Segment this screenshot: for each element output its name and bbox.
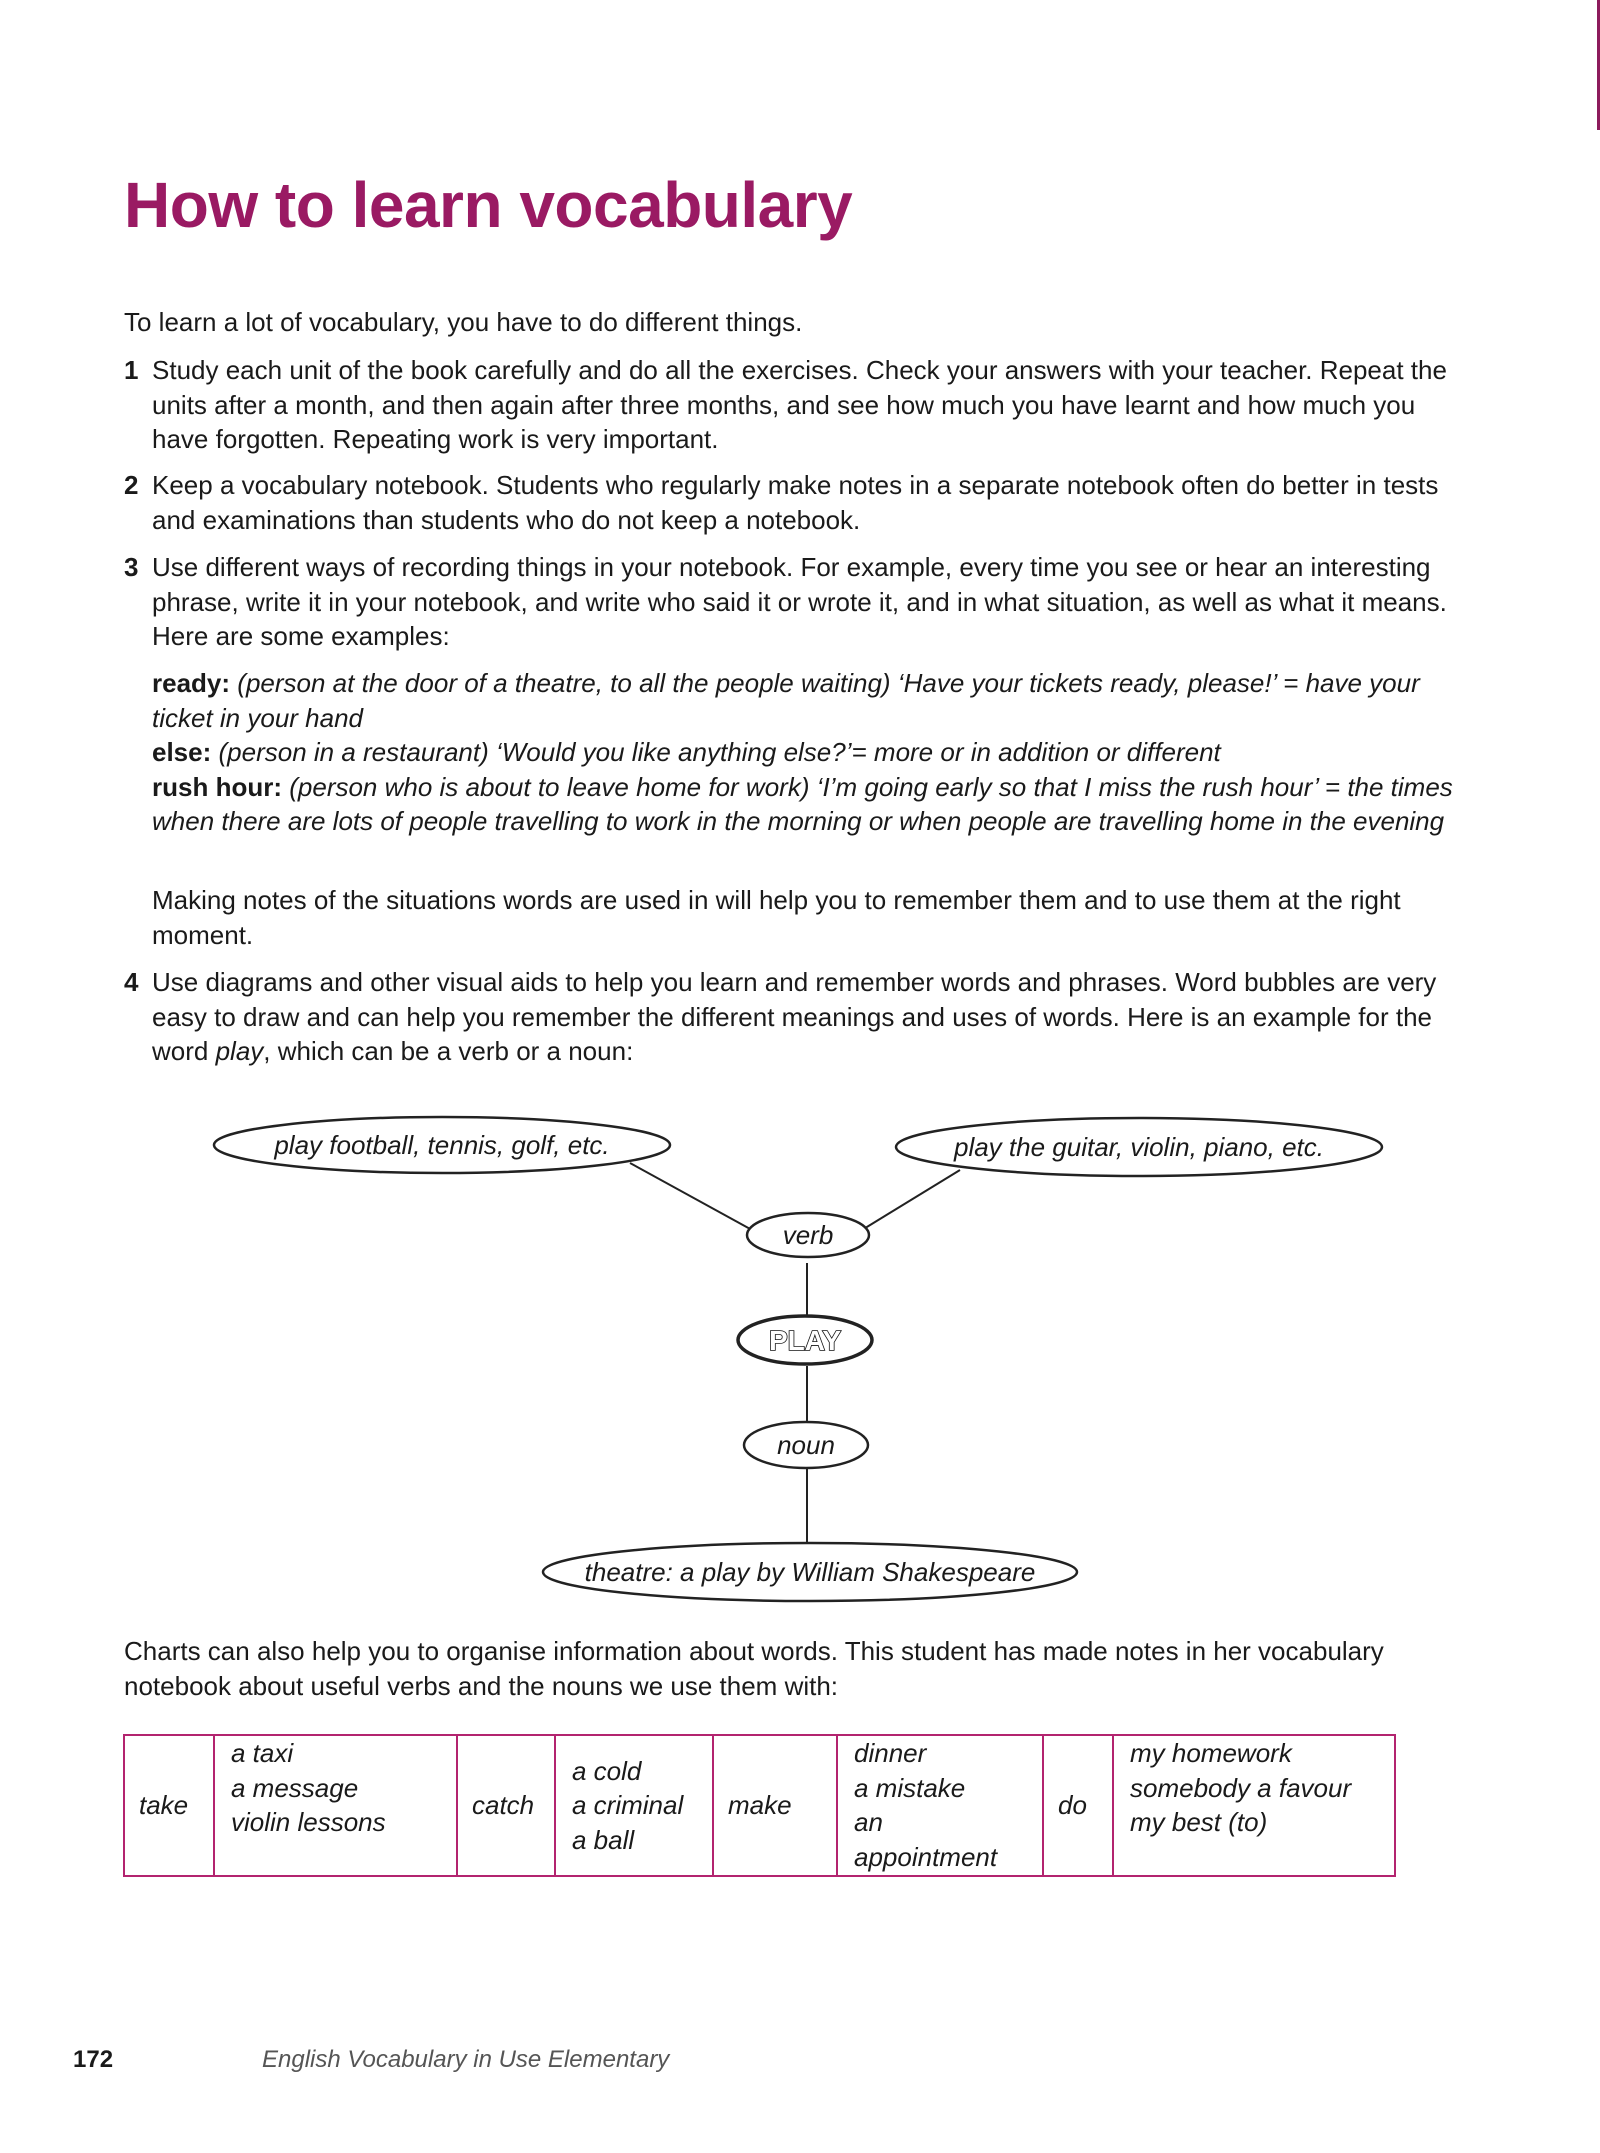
nouns-cell (555, 1735, 713, 1876)
item-number: 2 (124, 470, 139, 500)
bubble-center-text: PLAY (768, 1325, 842, 1356)
example-word: ready: (152, 668, 231, 698)
example-word: else: (152, 737, 212, 767)
item-number: 3 (124, 552, 139, 582)
verb-cell: catch (457, 1735, 555, 1876)
verb-cell: do (1043, 1735, 1113, 1876)
noun-item: my best (to) (1130, 1807, 1268, 1837)
noun-item: a ball (572, 1824, 635, 1855)
item-text: Keep a vocabulary notebook. Students who regularly make notes in a separate notebook often do better in tests and examinations than students who do not keep a notebook. (152, 470, 1439, 535)
item-text: Use different ways of recording things in your notebook. For example, every time you see or hear an interesting phrase, write it in your notebook, and write who said it or wrote it, and in what situation, as well as what it means. Here are some examples: (152, 552, 1447, 651)
verb-noun-chart (123, 1734, 1396, 1877)
example-text: (person at the door of a theatre, to all the people waiting) ‘Have your tickets ready, please!’ = have your ticket in your hand (152, 668, 1420, 733)
nouns-cell (837, 1735, 1043, 1876)
page-number: 172 (73, 2046, 114, 2073)
example-word: rush hour: (152, 771, 282, 802)
item-number: 4 (124, 967, 139, 997)
noun-item: violin lessons (231, 1807, 386, 1837)
bubble-text: theatre: a play by William Shakespeare (584, 1557, 1036, 1587)
bubble-text: verb (782, 1220, 834, 1250)
bubble-text: play football, tennis, golf, etc. (274, 1130, 610, 1160)
example-text: (person in a restaurant) ‘Would you like anything else?’= more or in addition or different (218, 737, 1221, 767)
item-number: 1 (124, 355, 139, 385)
page-title: How to learn vocabulary (124, 169, 853, 241)
item-text-part: , which can be a verb or a noun: (263, 1036, 634, 1066)
book-title: English Vocabulary in Use Elementary (262, 2046, 670, 2073)
noun-item: a mistake (854, 1772, 966, 1803)
item-text: Study each unit of the book carefully and do all the exercises. Check your answers with your teacher. Repeat the units after a month, and then again after three months, and see how much you have learnt and how much you have forgotten. Repeating work is very important. (152, 355, 1447, 454)
noun-item: a criminal (572, 1790, 684, 1821)
noun-item: somebody a favour (1130, 1772, 1352, 1803)
bubble-text: play the guitar, violin, piano, etc. (953, 1132, 1325, 1162)
noun-item: a message (231, 1772, 359, 1803)
noun-item: a cold (572, 1755, 642, 1786)
situations-note-text: Making notes of the situations words are used in will help you to remember them and to use them at the right moment. (152, 885, 1401, 950)
noun-item: appointment (854, 1841, 998, 1872)
noun-item: an (854, 1807, 883, 1837)
verb-cell: make (713, 1735, 837, 1876)
nouns-cell (1113, 1735, 1395, 1876)
bubble-text: noun (777, 1430, 835, 1460)
item-text-part: Use diagrams and other visual aids to help you learn and remember words and phrases. Word bubbles are very easy to draw and can help you remember the different meanings and uses of words. Here is an example for the word (152, 967, 1437, 1066)
noun-item: dinner (854, 1738, 927, 1768)
charts-intro-text: Charts can also help you to organise information about words. This student has made notes in her vocabulary notebook about useful verbs and the nouns we use them with: (124, 1636, 1384, 1701)
noun-item: my homework (1130, 1738, 1292, 1768)
table-row (124, 1735, 1395, 1876)
example-text: (person who is about to leave home for work) ‘I’m going early so that I miss the rush hour’ = the times when there are lots of people travelling to work in the morning or when people are travelling home in the evening (152, 771, 1453, 836)
nouns-cell (214, 1735, 457, 1876)
noun-item: a taxi (231, 1738, 294, 1768)
verb-cell: take (124, 1735, 214, 1876)
item-text-italic: play (215, 1036, 264, 1066)
intro-text: To learn a lot of vocabulary, you have to do different things. (124, 307, 803, 337)
